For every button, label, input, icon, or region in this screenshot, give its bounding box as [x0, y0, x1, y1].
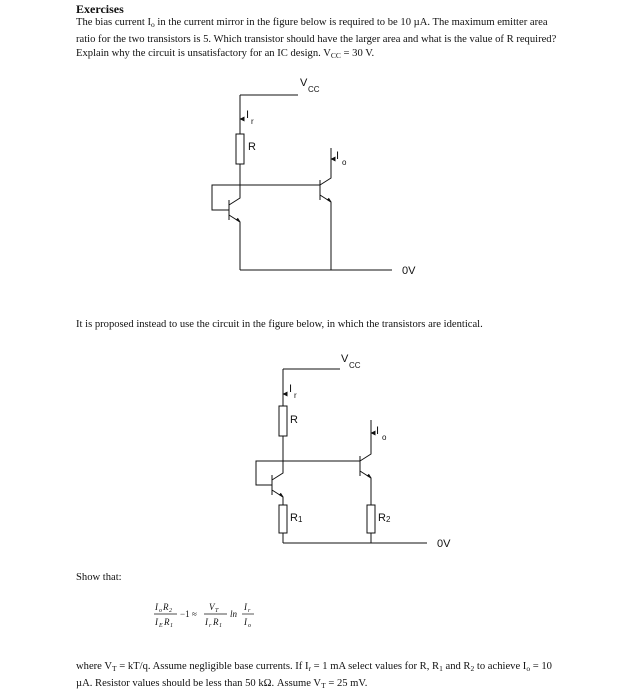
p1-sub-cc: CC	[330, 51, 341, 61]
fig2-ir-label: I	[289, 383, 293, 395]
fig1-q2-collector	[320, 148, 331, 185]
eq-ln: ln	[230, 609, 238, 619]
eq-mid-num-sub: T	[215, 608, 219, 614]
p3-text-e: to achieve I	[474, 661, 527, 672]
eq-lhs-den-sub2: 1	[170, 623, 173, 629]
eq-lhs-num-i: I	[155, 602, 158, 612]
eq-rhs-num-i: I	[244, 602, 247, 612]
fig2-collector-node	[256, 461, 283, 485]
eq-rhs-den-sub: o	[248, 623, 251, 629]
fig2-q1-emitter-arrow	[279, 493, 283, 497]
eq-mid-den-r: R	[213, 617, 219, 627]
fig1-q2-emitter	[320, 195, 331, 270]
fig1-q1-emitter-arrow	[236, 218, 240, 222]
current-mirror-figure-1	[212, 95, 392, 270]
eq-lhs-den-r: R	[164, 617, 170, 627]
eq-mid-den-i: I	[205, 617, 208, 627]
fig2-vcc-sub: CC	[349, 361, 361, 370]
eq-lhs-den-i: I	[155, 617, 158, 627]
p1-text-b: in the current mirror in the figure below is required to be 10 µA. The maximum emitter area ratio for the two transistors is 5. Which transistor should have the larger area and what is the value of R required? Explain why the circuit is unsatisfactory for an IC design. V	[76, 17, 557, 60]
fig1-r-label: R	[248, 141, 256, 153]
p3-text-d: and R	[442, 661, 471, 672]
fig2-r-label: R	[290, 414, 298, 426]
eq-mid-den-sub1: r	[209, 623, 212, 629]
show-that-label: Show that:	[76, 572, 122, 583]
eq-rhs-den-i: I	[244, 617, 247, 627]
current-mirror-figure-2	[256, 369, 427, 543]
fig1-q1-collector	[229, 185, 240, 205]
fig1-vcc-sub: CC	[308, 85, 320, 94]
fig2-io-label: I	[376, 425, 380, 437]
p3-text-f: = 10 µA. Resistor values should be less than 50 kΩ. Assume V	[76, 661, 552, 689]
eq-lhs-num-sub2: 2	[169, 608, 172, 614]
p1-text-c: = 30 V.	[340, 48, 375, 60]
fig2-gnd-label: 0V	[437, 538, 451, 550]
fig2-q2-emitter-arrow	[367, 474, 371, 478]
formula	[154, 602, 254, 629]
fig2-r2-sub: 2	[386, 515, 391, 524]
fig1-vcc-label: V	[300, 77, 308, 89]
p3-text-g: = 25 mV.	[325, 677, 368, 689]
p3-text-b: = kT/q. Assume negligible base currents. If I	[116, 661, 309, 672]
eq-minus-one-approx: −1 ≈	[180, 609, 197, 619]
fig1-io-label: I	[336, 150, 340, 162]
fig1-q2-emitter-arrow	[327, 198, 331, 202]
fig2-io-sub: o	[382, 433, 387, 442]
p3-sub-d: 2	[470, 664, 475, 673]
fig1-ir-label: I	[246, 109, 250, 121]
fig2-r1-label: R	[290, 512, 298, 524]
fig1-io-sub: o	[342, 158, 347, 167]
p3-sub-f: T	[321, 680, 326, 690]
exercise-paragraph-2: It is proposed instead to use the circuit in the figure below, in which the transistors are identical.	[76, 319, 483, 330]
p3-sub-c: 1	[439, 664, 443, 673]
fig1-collector-node	[212, 185, 240, 210]
eq-lhs-num-sub1: o	[159, 608, 162, 614]
p3-text-a: where V	[76, 661, 112, 672]
eq-lhs-num-r: R	[163, 602, 169, 612]
fig2-vcc-label: V	[341, 353, 349, 365]
p1-text-a: The bias current I	[76, 17, 152, 28]
eq-mid-num-v: V	[209, 602, 215, 612]
fig2-resistor-r2	[367, 505, 375, 533]
p3-text-c: = 1 mA select values for R, R	[311, 661, 440, 672]
fig2-resistor-r	[279, 406, 287, 436]
fig2-q1-emitter	[272, 490, 283, 505]
eq-lhs-den-sub1: E	[159, 623, 163, 629]
p1-sub-o: o	[151, 20, 155, 29]
exercises-heading: Exercises	[76, 2, 124, 16]
fig1-ir-sub: r	[251, 117, 254, 126]
p3-sub-b: r	[308, 664, 312, 673]
eq-rhs-num-sub: r	[248, 608, 251, 614]
fig2-ir-sub: r	[294, 391, 297, 400]
fig1-q1-emitter	[229, 215, 240, 270]
fig1-resistor-r	[236, 134, 244, 164]
eq-mid-den-sub2: 1	[219, 623, 222, 629]
fig2-q1-collector	[272, 461, 283, 480]
fig2-resistor-r1	[279, 505, 287, 533]
fig2-r1-sub: 1	[298, 515, 303, 524]
fig2-r2-label: R	[378, 512, 386, 524]
p3-sub-a: T	[112, 664, 117, 673]
fig1-gnd-label: 0V	[402, 265, 416, 277]
p3-sub-e: o	[526, 664, 531, 673]
fig2-q2-collector	[360, 420, 371, 461]
